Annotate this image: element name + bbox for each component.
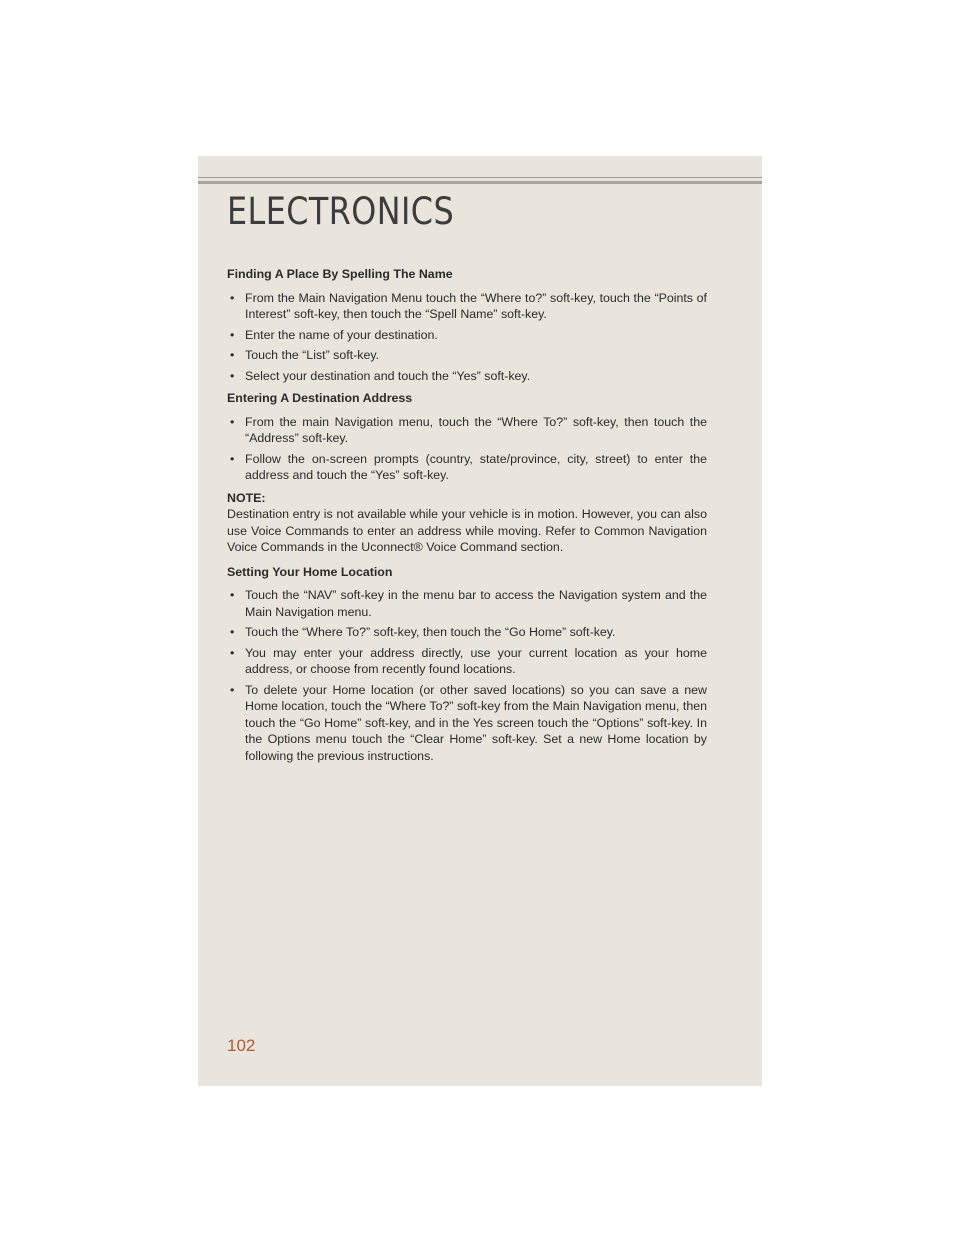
list-item: • Enter the name of your destination. xyxy=(230,327,438,342)
list-item: • You may enter your address directly, use your current location as your home address, or choose from recently found locations. xyxy=(230,645,707,676)
heading-destination-address: Entering A Destination Address xyxy=(227,391,413,405)
list-item: • Touch the “NAV” soft-key in the menu bar to access the Navigation system and the Main Navigation menu. xyxy=(230,588,707,619)
header-rule-thin xyxy=(198,177,762,178)
section-title: ELECTRONICS xyxy=(227,190,455,233)
bullet-glyph: • xyxy=(230,348,235,362)
list-item: • From the main Navigation menu, touch the “Where To?” soft-key, then touch the “Address” soft-key. xyxy=(230,414,707,445)
list-item: • Touch the “Where To?” soft-key, then touch the “Go Home” soft-key. xyxy=(230,625,616,639)
page-content xyxy=(227,266,707,770)
list-item: • To delete your Home location (or other saved locations) so you can save a new Home location, touch the “Where To?” soft-key from the Main Navigation menu, then touch the “Go Home” soft-key, and in the Yes screen touch the “Options” soft-key. In the Options menu touch the “Clear Home” soft-key. Set a new Home location by following the previous instructions. xyxy=(230,682,707,763)
bullet-glyph: • xyxy=(230,368,235,383)
bullet-glyph: • xyxy=(230,682,235,697)
list-home-location xyxy=(227,587,707,764)
heading-home-location: Setting Your Home Location xyxy=(227,564,393,579)
header-rule-thick xyxy=(198,181,762,184)
list-item: • From the Main Navigation Menu touch the “Where to?” soft-key, touch the “Points of Interest” soft-key, then touch the “Spell Name” soft-key. xyxy=(230,290,707,321)
page-number: 102 xyxy=(227,1036,256,1055)
bullet-glyph: • xyxy=(230,414,235,429)
list-item: • Touch the “List” soft-key. xyxy=(230,348,380,362)
bullet-glyph: • xyxy=(230,327,235,342)
list-destination-address xyxy=(227,414,707,484)
list-item: • Follow the on-screen prompts (country, state/province, city, street) to enter the address and touch the “Yes” soft-key. xyxy=(230,451,707,482)
manual-page xyxy=(198,156,762,1086)
bullet-glyph: • xyxy=(230,451,235,466)
bullet-glyph: • xyxy=(230,290,235,305)
bullet-glyph: • xyxy=(230,625,235,639)
note-text: Destination entry is not available while your vehicle is in motion. However, you can also use Voice Commands to enter an address while moving. Refer to Common Navigation Voice Commands in the Uconnect® Voice Command section. xyxy=(227,507,707,554)
note-label: NOTE: xyxy=(227,490,266,505)
bullet-glyph: • xyxy=(230,645,235,660)
heading-spell-name: Finding A Place By Spelling The Name xyxy=(227,267,453,281)
list-spell-name xyxy=(227,290,707,385)
bullet-glyph: • xyxy=(230,588,235,602)
list-item: • Select your destination and touch the “Yes” soft-key. xyxy=(230,368,531,383)
